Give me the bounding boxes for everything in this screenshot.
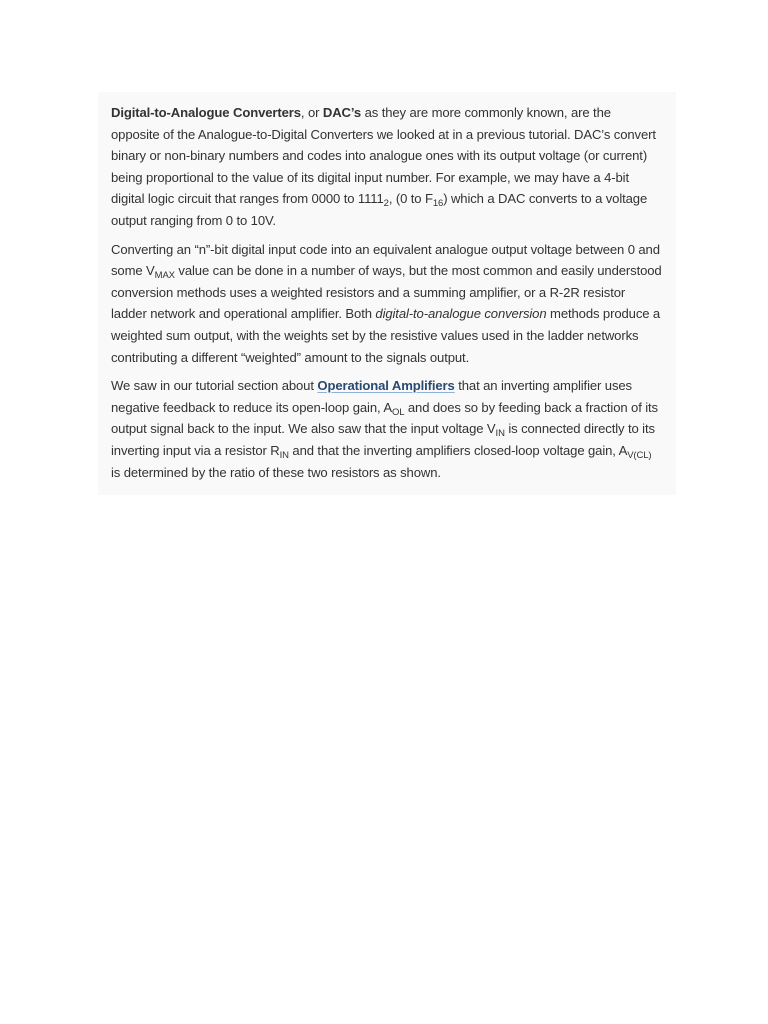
article-body <box>98 92 676 495</box>
text: methods produce a weighted sum output, with the weights set by the resistive values used in the ladder networks contributing a different “weighted” amount to the signals output. <box>111 306 661 365</box>
subscript: 2 <box>383 198 389 210</box>
paragraph-conversion-methods <box>111 239 662 369</box>
text: as they are more commonly known, are the opposite of the Analogue-to-Digital Converters we looked at in a previous tutorial. DAC’s convert binary or non-binary numbers and codes into analogue ones with its output voltage (or current) being proportional to the value of its digital input number. For example, we may have a 4-bit digital logic circuit that ranges from 0000 to 1111 <box>111 105 656 207</box>
text: that an inverting amplifier uses negative feedback to reduce its open-loop gain, A <box>111 378 632 415</box>
text: We saw in our tutorial section about <box>111 378 318 394</box>
subscript: IN <box>279 449 289 461</box>
text: and does so by feeding back a fraction of its output signal back to the input. We also saw that the input voltage V <box>111 399 658 437</box>
subscript: V(CL) <box>627 449 652 461</box>
text: Converting an “n”-bit digital input code into an equivalent analogue output voltage between 0 and some V <box>111 241 660 279</box>
term-dac-short: DAC’s <box>322 105 362 120</box>
text: is connected directly to its inverting input via a resistor R <box>111 421 655 458</box>
subscript: OL <box>391 406 405 418</box>
subscript: IN <box>495 428 505 440</box>
subscript: MAX <box>154 270 175 282</box>
text: ) which a DAC converts to a voltage output ranging from 0 to 10V. <box>111 191 648 228</box>
text: , (0 to F <box>388 191 433 207</box>
text: , or <box>300 105 323 120</box>
text: and that the inverting amplifiers closed-loop voltage gain, A <box>288 442 628 458</box>
emphasis: digital-to-analogue conversion <box>375 306 547 322</box>
subscript: 16 <box>432 198 444 210</box>
text: is determined by the ratio of these two resistors as shown. <box>111 464 441 480</box>
paragraph-intro <box>111 102 662 232</box>
paragraph-op-amp <box>111 375 662 483</box>
text: value can be done in a number of ways, but the most common and easily understood conversion methods uses a weighted resistors and a summing amplifier, or a R-2R resistor ladder network and operational amplifier. Both <box>111 263 662 322</box>
term-dac-full: Digital-to-Analogue Converters <box>111 105 301 120</box>
operational-amplifiers-link[interactable]: Operational Amplifiers <box>317 378 455 394</box>
